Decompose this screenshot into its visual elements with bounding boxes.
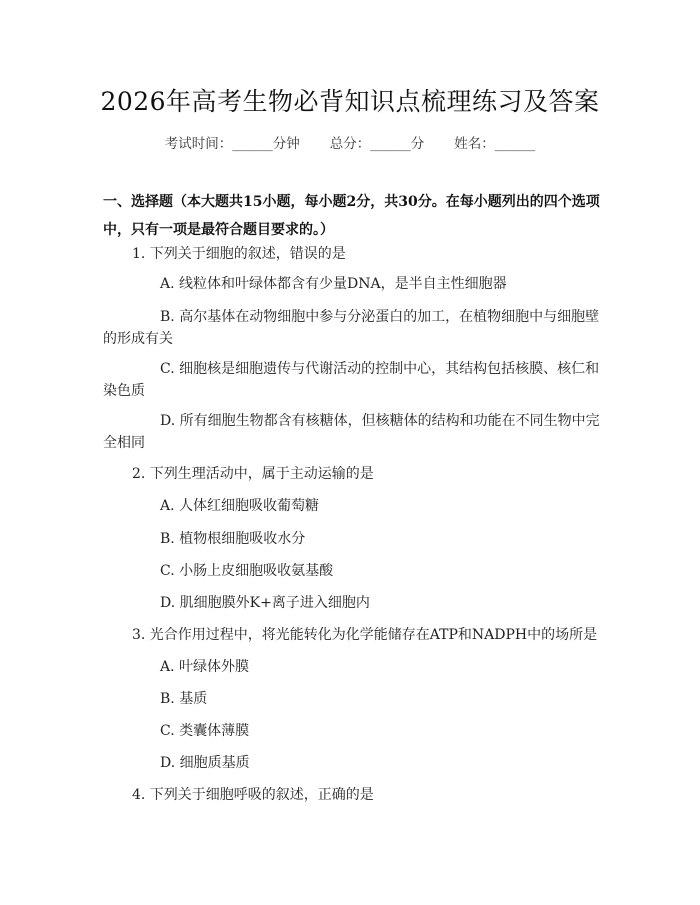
- question-2-option-a: A. 人体红细胞吸收葡萄糖: [160, 498, 320, 514]
- exam-time-field: 考试时间：______分钟: [164, 136, 300, 152]
- total-score-field: 总分：______分: [329, 136, 425, 152]
- question-3-stem: 3. 光合作用过程中，将光能转化为化学能储存在ATP和NADPH中的场所是: [132, 627, 598, 643]
- question-1-option-a: A. 线粒体和叶绿体都含有少量DNA，是半自主性细胞器: [160, 276, 507, 292]
- question-3-option-d: D. 细胞质基质: [160, 755, 250, 771]
- question-1-stem: 1. 下列关于细胞的叙述，错误的是: [132, 246, 346, 262]
- question-2-option-d: D. 肌细胞膜外K+离子进入细胞内: [160, 595, 370, 611]
- question-4-stem: 4. 下列关于细胞呼吸的叙述，正确的是: [132, 787, 374, 803]
- section-heading: 一、选择题（本大题共15小题，每小题2分，共30分。在每小题列出的四个选项中，只有一项是最符合题目要求的。）: [103, 194, 600, 238]
- page-title: 2026年高考生物必背知识点梳理练习及答案: [100, 87, 600, 116]
- question-2-option-b: B. 植物根细胞吸收水分: [160, 531, 306, 547]
- question-2-stem: 2. 下列生理活动中，属于主动运输的是: [132, 466, 374, 482]
- question-1-option-b-continued: 的形成有关: [103, 331, 173, 347]
- question-1-option-b: B. 高尔基体在动物细胞中参与分泌蛋白的加工，在植物细胞中与细胞壁: [160, 309, 600, 325]
- question-1-option-d-continued: 全相同: [103, 435, 145, 451]
- question-1-option-c: C. 细胞核是细胞遗传与代谢活动的控制中心，其结构包括核膜、核仁和: [160, 361, 600, 377]
- question-1-option-c-continued: 染色质: [103, 383, 145, 399]
- student-name-field: 姓名：______: [454, 136, 536, 152]
- question-3-option-a: A. 叶绿体外膜: [160, 659, 250, 675]
- exam-meta-line: [0, 132, 700, 152]
- question-2-option-c: C. 小肠上皮细胞吸收氨基酸: [160, 563, 334, 579]
- question-3-option-c: C. 类囊体薄膜: [160, 723, 250, 739]
- question-3-option-b: B. 基质: [160, 691, 208, 707]
- question-1-option-d: D. 所有细胞生物都含有核糖体，但核糖体的结构和功能在不同生物中完: [160, 413, 600, 429]
